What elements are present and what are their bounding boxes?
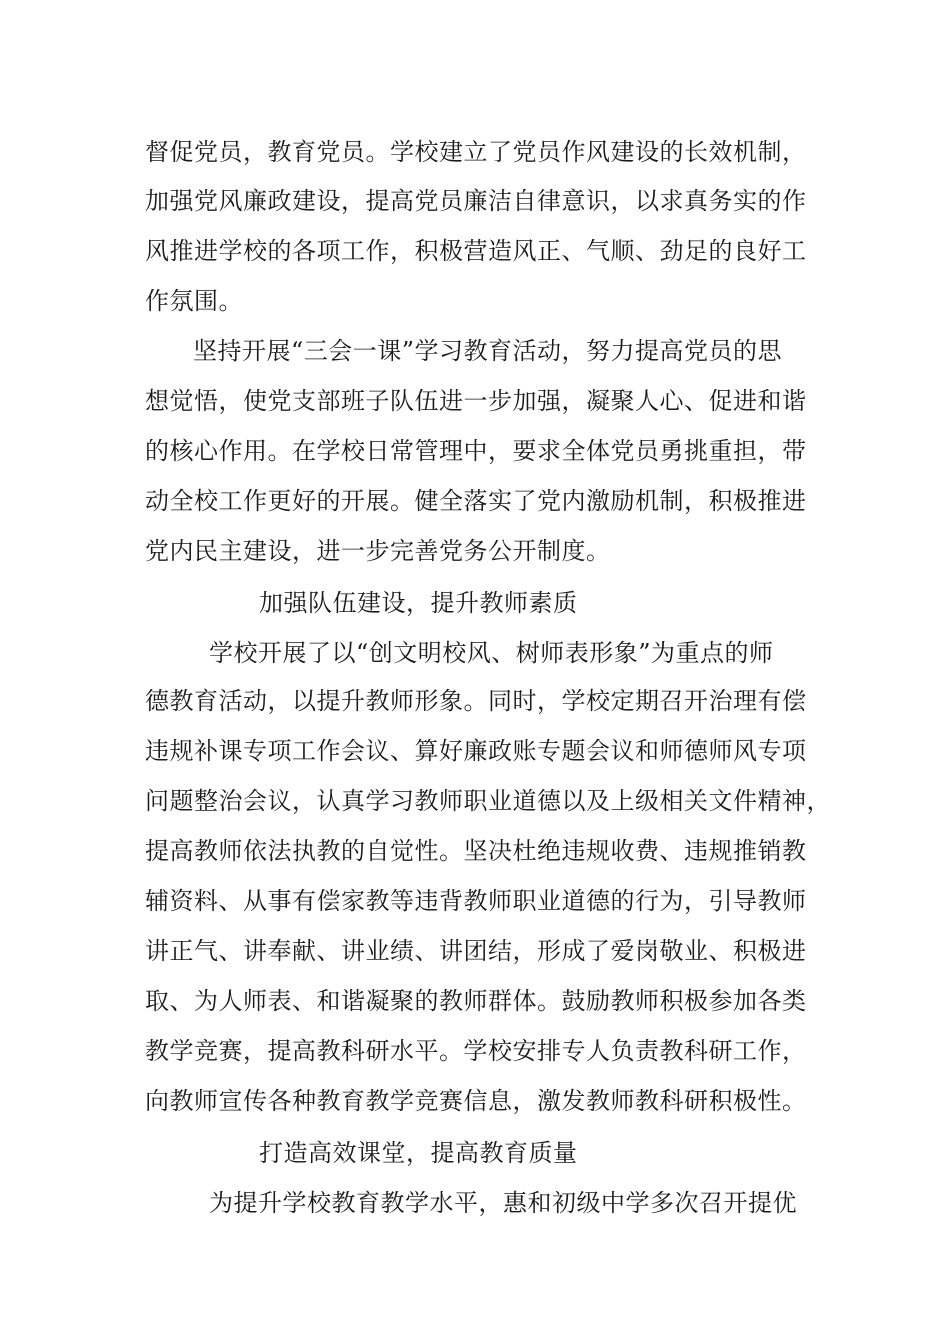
paragraph-line: 问题整治会议，认真学习教师职业道德以及上级相关文件精神， — [145, 787, 831, 815]
section-heading: 打造高效课堂，提高教育质量 — [259, 1139, 578, 1167]
paragraph-line: 坚持开展“三会一课”学习教育活动，努力提高党员的思 — [193, 337, 783, 365]
paragraph-line: 取、为人师表、和谐凝聚的教师群体。鼓励教师积极参加各类 — [145, 987, 807, 1015]
paragraph-line: 的核心作用。在学校日常管理中，要求全体党员勇挑重担，带 — [145, 437, 807, 465]
paragraph-line: 提高教师依法执教的自觉性。坚决杜绝违规收费、违规推销教 — [145, 837, 807, 865]
paragraph-line: 德教育活动，以提升教师形象。同时，学校定期召开治理有偿 — [145, 687, 807, 715]
paragraph-line: 风推进学校的各项工作，积极营造风正、气顺、劲足的良好工 — [145, 237, 807, 265]
section-heading: 加强队伍建设，提升教师素质 — [259, 589, 578, 617]
paragraph-line: 加强党风廉政建设，提高党员廉洁自律意识，以求真务实的作 — [145, 187, 807, 215]
paragraph-line: 党内民主建设，进一步完善党务公开制度。 — [145, 537, 611, 565]
paragraph-line: 辅资料、从事有偿家教等违背教师职业道德的行为，引导教师 — [145, 887, 807, 915]
paragraph-line: 学校开展了以“创文明校风、树师表形象”为重点的师 — [209, 639, 774, 667]
paragraph-line: 教学竞赛，提高教科研水平。学校安排专人负责教科研工作， — [145, 1037, 807, 1065]
paragraph-line: 作氛围。 — [145, 287, 243, 315]
paragraph-line: 动全校工作更好的开展。健全落实了党内激励机制，积极推进 — [145, 487, 807, 515]
paragraph-line: 向教师宣传各种教育教学竞赛信息，激发教师教科研积极性。 — [145, 1087, 807, 1115]
paragraph-line: 违规补课专项工作会议、算好廉政账专题会议和师德师风专项 — [145, 737, 807, 765]
paragraph-line: 为提升学校教育教学水平，惠和初级中学多次召开提优 — [209, 1189, 797, 1217]
paragraph-line: 讲正气、讲奉献、讲业绩、讲团结，形成了爱岗敬业、积极进 — [145, 937, 807, 965]
paragraph-line: 督促党员，教育党员。学校建立了党员作风建设的长效机制， — [145, 138, 807, 166]
paragraph-line: 想觉悟，使党支部班子队伍进一步加强，凝聚人心、促进和谐 — [145, 387, 807, 415]
